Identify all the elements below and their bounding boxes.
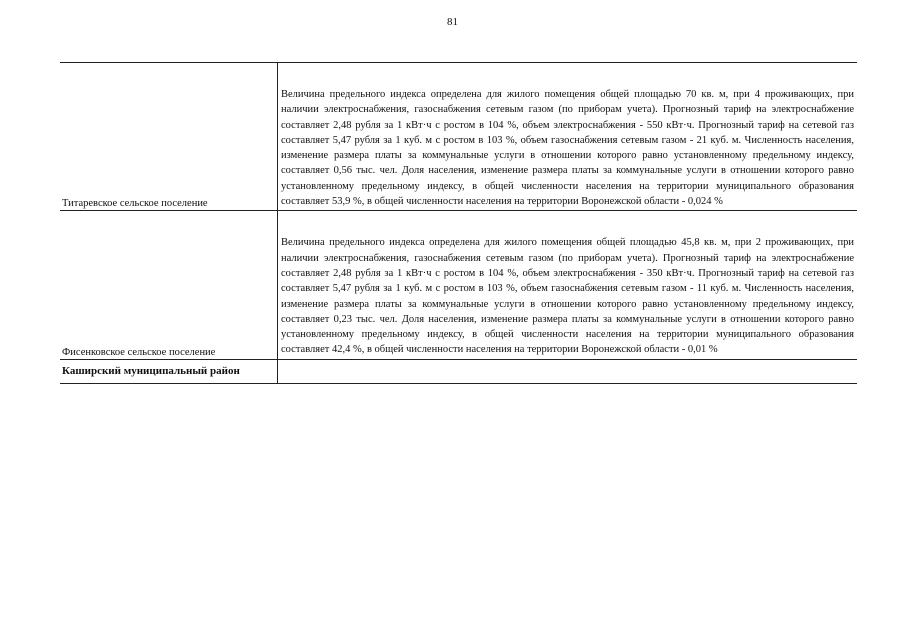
district-name: Каширский муниципальный район — [60, 359, 278, 383]
settlement-description — [278, 211, 858, 359]
settlement-name: Титаревское сельское поселение — [60, 63, 278, 211]
settlement-description — [278, 63, 858, 211]
description-text: Величина предельного индекса определена для жилого помещения общей площадью 45,8 кв. м, при 2 проживающих, при наличии электроснабжения, газоснабжения сетевым газом (по приборам учета). Прогнозный тариф на электроснабжение составляет 2,48 рубля за 1 кВт·ч с ростом в 104 %, объем электроснабжения - 350 кВт·ч. Прогнозный тариф на сетевой газ составляет 5,47 рубля за 1 куб. м с ростом в 103 %, объем газоснабжения сетевым газом - 11 куб. м. Численность населения, изменение размера платы за коммунальные услуги в отношении которого равно установленному предельному индексу, составляет 0,23 тыс. чел. Доля населения, изменение размера платы за коммунальные услуги в отношении которого равно установленному предельному индексу, в общей численности населения на территории муниципального образования составляет 42,4 %, в общей численности населения на территории Воронежской области - 0,01 % — [281, 237, 854, 356]
district-row — [60, 359, 857, 383]
settlement-name: Фисенковское сельское поселение — [60, 211, 278, 359]
table-row — [60, 211, 857, 359]
page-number: 81 — [447, 16, 458, 28]
table-row — [60, 63, 857, 211]
district-description — [278, 359, 858, 383]
indices-table — [60, 62, 857, 384]
description-text: Величина предельного индекса определена для жилого помещения общей площадью 70 кв. м, при 4 проживающих, при наличии электроснабжения, газоснабжения сетевым газом (по приборам учета). Прогнозный тариф на электроснабжение составляет 2,48 рубля за 1 кВт·ч с ростом в 104 %, объем электроснабжения - 550 кВт·ч. Прогнозный тариф на сетевой газ составляет 5,47 рубля за 1 куб. м с ростом в 103 %, объем газоснабжения сетевым газом - 21 куб. м. Численность населения, изменение размера платы за коммунальные услуги в отношении которого равно установленному предельному индексу, составляет 0,56 тыс. чел. Доля населения, изменение размера платы за коммунальные услуги в отношении которого равно установленному предельному индексу, в общей численности населения на территории муниципального образования составляет 53,9 %, в общей численности населения на территории Воронежской области - 0,024 % — [281, 89, 854, 208]
